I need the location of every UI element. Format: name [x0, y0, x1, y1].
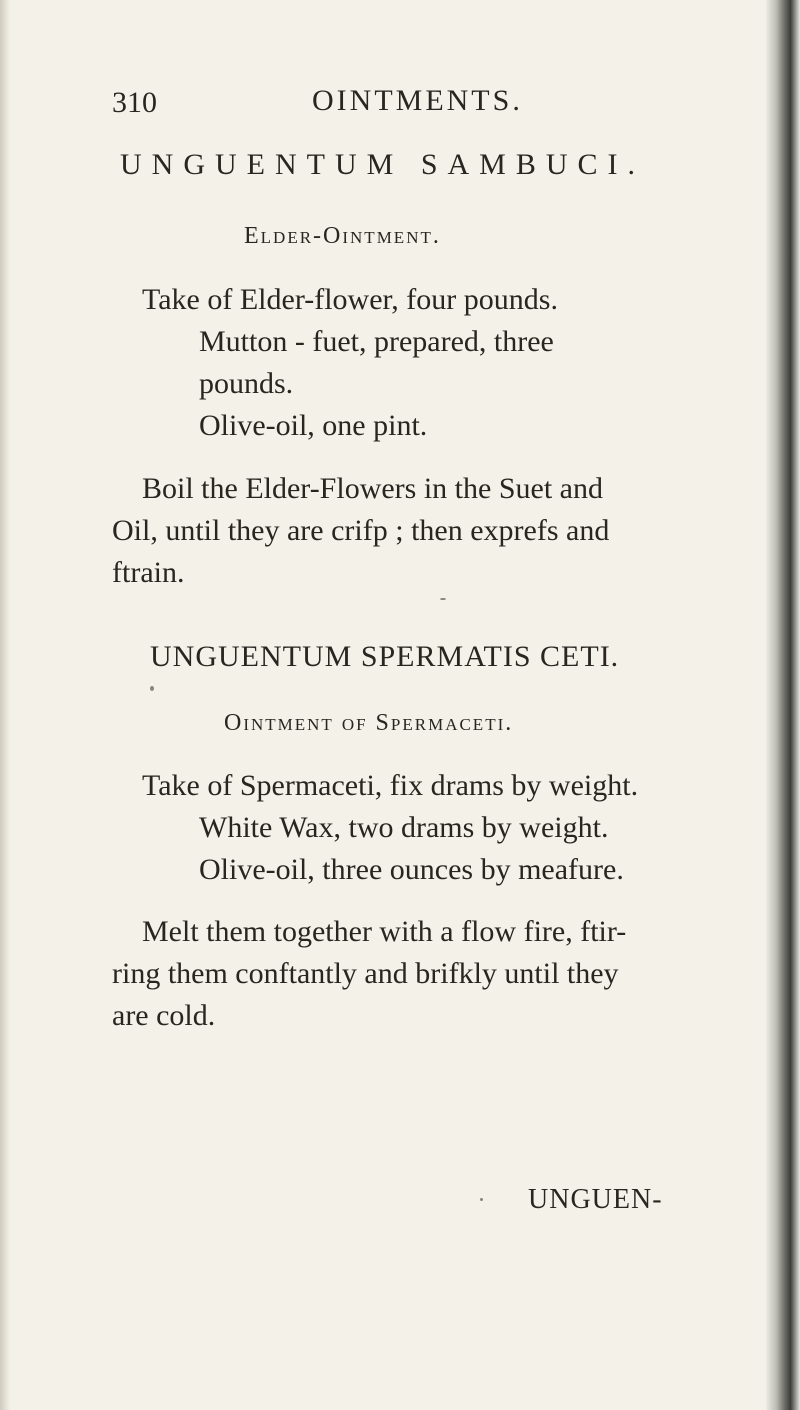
- section-title-unguentum-sambuci: UNGUENTUM SAMBUCI.: [120, 148, 646, 181]
- page-binding-edge: [766, 0, 800, 1410]
- instruction-line: ring them conftantly and brifkly until they: [112, 957, 619, 990]
- recipe-line: Take of Spermaceti, fix drams by weight.: [142, 769, 639, 802]
- instruction-line: Oil, until they are crifp ; then exprefs and: [112, 514, 610, 547]
- page-number: 310: [112, 86, 157, 119]
- section-subtitle-elder-ointment: Elder-Ointment.: [244, 223, 441, 249]
- running-title: OINTMENTS.: [312, 84, 523, 117]
- instruction-line: Boil the Elder-Flowers in the Suet and: [142, 472, 603, 505]
- recipe-line: Take of Elder-flower, four pounds.: [142, 283, 558, 316]
- recipe-line: pounds.: [199, 367, 294, 400]
- paper-speck: [440, 598, 446, 600]
- instruction-line: Melt them together with a flow fire, ftir-: [142, 915, 627, 948]
- paper-speck: [150, 686, 154, 691]
- catchword: UNGUEN-: [528, 1184, 663, 1215]
- section-title-unguentum-spermatis-ceti: UNGUENTUM SPERMATIS CETI.: [150, 640, 620, 673]
- paper-speck: [480, 1198, 483, 1201]
- instruction-line: ftrain.: [112, 556, 185, 589]
- recipe-line: Olive-oil, three ounces by meafure.: [199, 853, 624, 886]
- recipe-line: Olive-oil, one pint.: [199, 409, 428, 442]
- recipe-line: Mutton - fuet, prepared, three: [199, 325, 554, 358]
- page-gutter-shadow: [0, 0, 10, 1410]
- recipe-line: White Wax, two drams by weight.: [199, 811, 609, 844]
- instruction-line: are cold.: [112, 999, 216, 1032]
- section-subtitle-ointment-of-spermaceti: Ointment of Spermaceti.: [224, 710, 514, 736]
